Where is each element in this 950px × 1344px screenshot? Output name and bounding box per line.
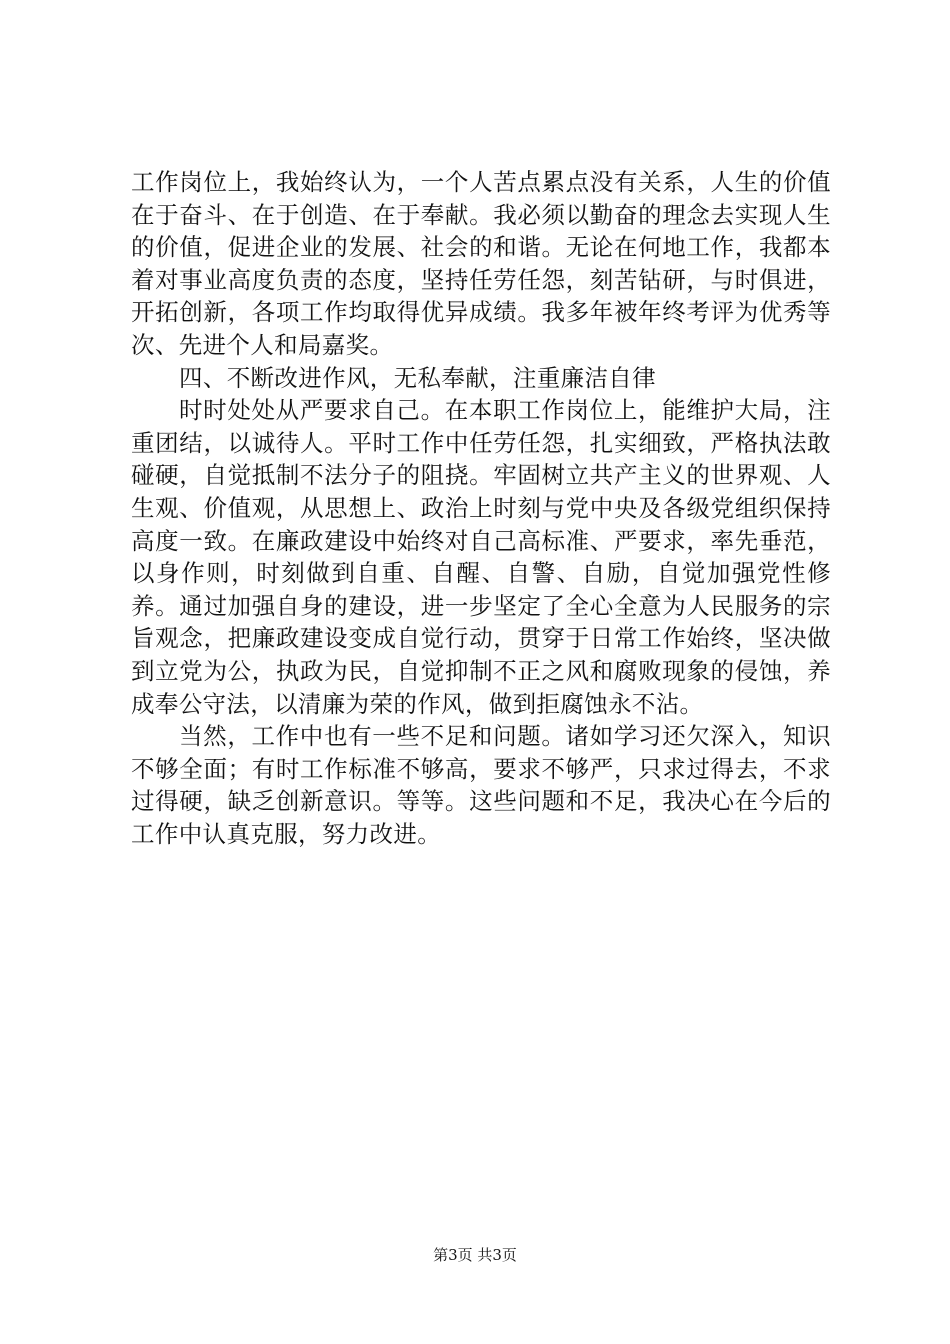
page-footer: 第3页 共3页 [433,1246,517,1264]
paragraph-shortcomings: 当然，工作中也有一些不足和问题。诸如学习还欠深入，知识不够全面；有时工作标准不够高，要求不够严，只求过得去，不求过得硬，缺乏创新意识。等等。这些问题和不足，我决心在今后的工作中认真克服，努力改进。 [131,722,831,848]
paragraph-self-discipline: 时时处处从严要求自己。在本职工作岗位上，能维护大局，注重团结，以诚待人。平时工作中任劳任怨，扎实细致，严格执法敢碰硬，自觉抵制不法分子的阻挠。牢固树立共产主义的世界观、人生观、价值观，从思想上、政治上时刻与党中央及各级党组织保持高度一致。在廉政建设中始终对自己高标准、严要求，率先垂范，以身作则，时刻做到自重、自醒、自警、自励，自觉加强党性修养。通过加强自身的建设，进一步坚定了全心全意为人民服务的宗旨观念，把廉政建设变成自觉行动，贯穿于日常工作始终，坚决做到立党为公，执政为民，自觉抑制不正之风和腐败现象的侵蚀，养成奉公守法，以清廉为荣的作风，做到拒腐蚀永不沾。 [131,396,831,718]
section-heading: 四、不断改进作风，无私奉献，注重廉洁自律 [179,363,656,392]
paragraph-continuation: 工作岗位上，我始终认为，一个人苦点累点没有关系，人生的价值在于奋斗、在于创造、在于奉献。我必须以勤奋的理念去实现人生的价值，促进企业的发展、社会的和谐。无论在何地工作，我都本着对事业高度负责的态度，坚持任劳任怨，刻苦钻研，与时俱进，开拓创新，各项工作均取得优异成绩。我多年被年终考评为优秀等次、先进个人和局嘉奖。 [131,168,831,359]
document-body [131,166,831,850]
